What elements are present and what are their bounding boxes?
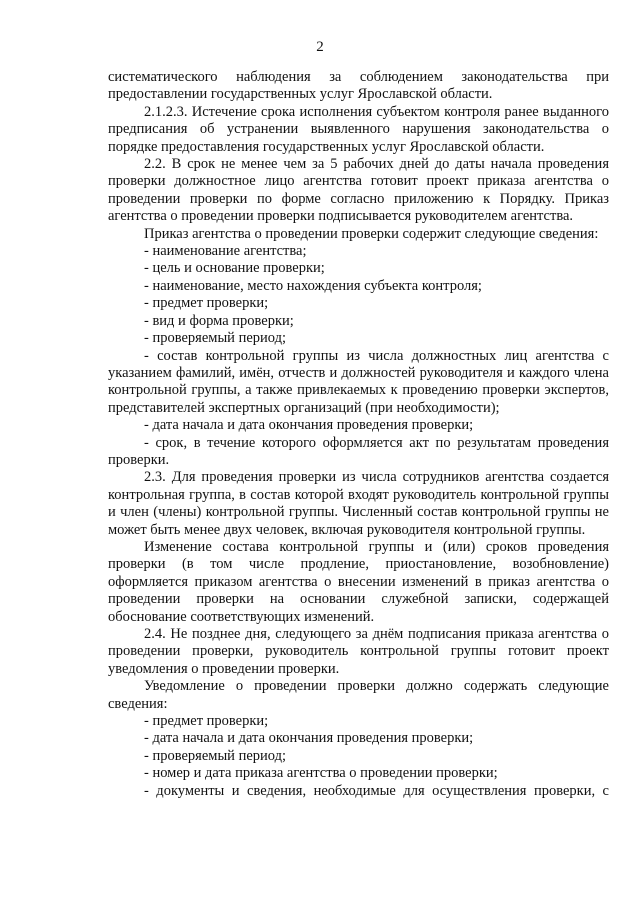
page-number: 2 [316,39,324,55]
paragraph: 2.3. Для проведения проверки из числа сотрудников агентства создается контрольная группа, в состав которой входят руководитель контрольной группы и член (члены) контрольной группы. Численный состав контрольной группы не может быть менее двух человек, включая руководителя контрольной группы. [108,469,609,538]
paragraph: систематического наблюдения за соблюдением законодательства при предоставлении государственных услуг Ярославской области. [108,69,609,103]
list-item: - вид и форма проверки; [144,312,294,329]
paragraph: Приказ агентства о проведении проверки содержит следующие сведения: [144,225,599,242]
list-item: - предмет проверки; [144,713,269,730]
list-item: - предмет проверки; [144,295,269,312]
list-item: - дата начала и дата окончания проведения проверки; [144,730,474,747]
list-item: - документы и сведения, необходимые для осуществления проверки, с [144,782,609,799]
paragraph: Уведомление о проведении проверки должно содержать следующие сведения: [108,678,609,712]
list-item: - наименование агентства; [144,243,307,260]
paragraph: 2.1.2.3. Истечение срока исполнения субъектом контроля ранее выданного предписания об устранении выявленного нарушения законодательства о порядке предоставления государственных услуг Ярославской области. [108,103,609,155]
list-item: - проверяемый период; [144,330,287,347]
paragraph: Изменение состава контрольной группы и (или) сроков проведения проверки (в том числе продление, приостановление, возобновление) оформляется приказом агентства о внесении изменений в приказ агентства о проведении проверки на основании служебной записки, содержащей обоснование соответствующих изменений. [108,538,609,625]
list-item: - дата начала и дата окончания проведения проверки; [144,417,474,434]
list-item: - цель и основание проверки; [144,260,325,277]
paragraph: 2.2. В срок не менее чем за 5 рабочих дней до даты начала проведения проверки должностное лицо агентства готовит проект приказа агентства о проведении проверки по форме согласно приложению к Порядку. Приказ агентства о проведении проверки подписывается руководителем агентства. [108,156,609,225]
list-item: - срок, в течение которого оформляется акт по результатам проведения проверки. [108,434,609,468]
list-item: - наименование, место нахождения субъекта контроля; [144,277,482,294]
list-item: - состав контрольной группы из числа должностных лиц агентства с указанием фамилий, имён, отчеств и должностей руководителя и каждого члена контрольной группы, а также привлекаемых к проведению проверки экспертов, представителей экспертных организаций (при необходимости); [108,347,609,416]
list-item: - проверяемый период; [144,747,287,764]
document-body [108,69,609,800]
list-item: - номер и дата приказа агентства о проведении проверки; [144,765,498,782]
paragraph: 2.4. Не позднее дня, следующего за днём подписания приказа агентства о проведении проверки, руководитель контрольной группы готовит проект уведомления о проведении проверки. [108,626,609,677]
